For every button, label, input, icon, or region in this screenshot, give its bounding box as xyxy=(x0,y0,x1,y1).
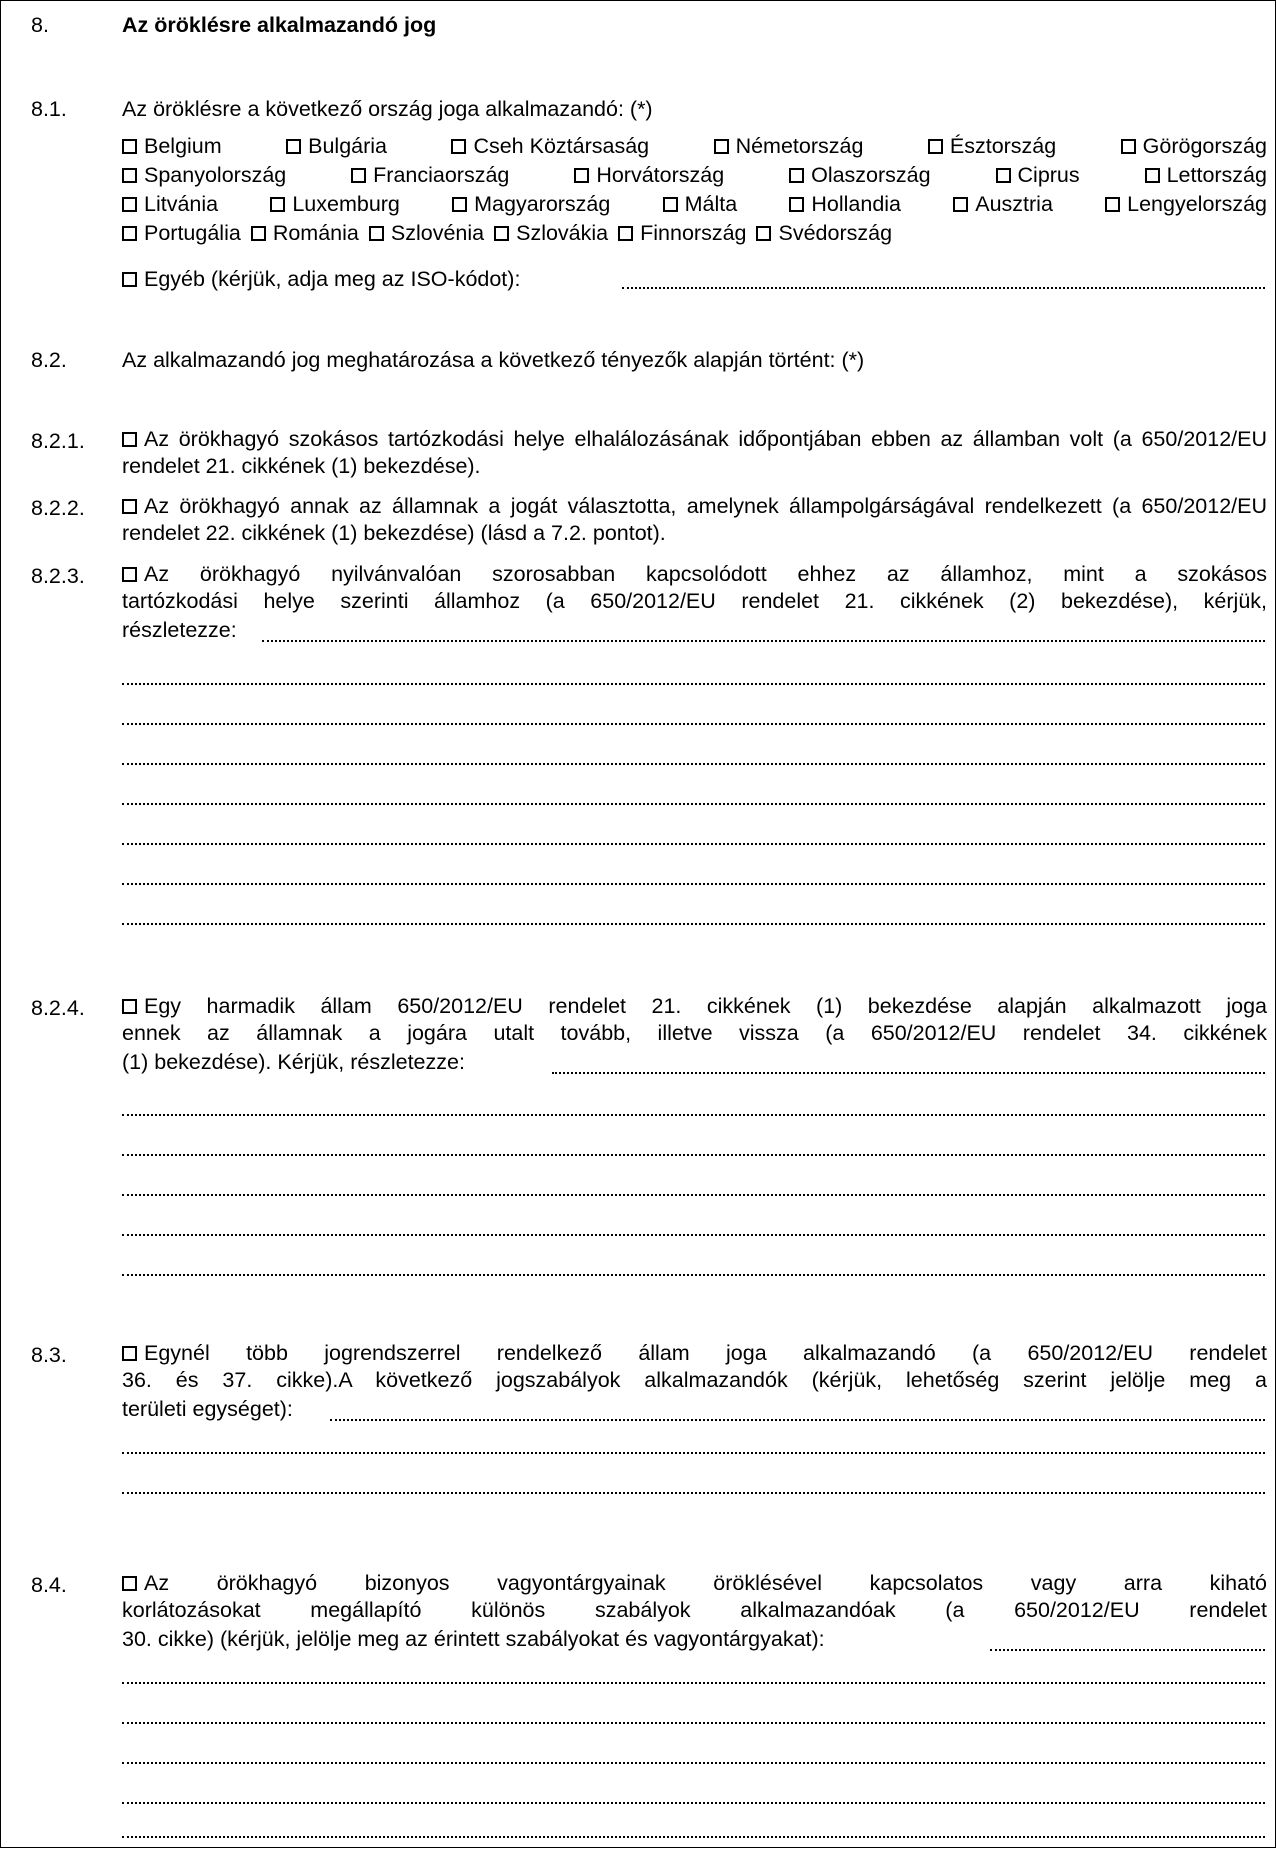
checkbox[interactable] xyxy=(369,226,384,241)
item-8-2-3-line2: tartózkodási helye szerinti államhoz (a 650/2012/EU rendelet 21. cikkének (2) bekezdése), kérjük, xyxy=(122,589,1267,613)
section-title: Az öröklésre alkalmazandó jog xyxy=(122,13,437,37)
checkbox[interactable] xyxy=(756,226,771,241)
item-8-4-number: 8.4. xyxy=(31,1573,67,1597)
country-option[interactable] xyxy=(1121,133,1267,160)
country-label: Észtország xyxy=(949,134,1057,158)
country-option[interactable] xyxy=(452,191,610,218)
item-8-4-option[interactable] xyxy=(122,1570,1267,1597)
item-8-2-2-number: 8.2.2. xyxy=(31,496,85,520)
item-8-2-2-option[interactable] xyxy=(122,493,1267,547)
item-8-2-4-number: 8.2.4. xyxy=(31,996,85,1020)
details-line[interactable] xyxy=(122,1234,1265,1236)
checkbox[interactable] xyxy=(618,226,633,241)
details-field[interactable] xyxy=(552,1054,1265,1074)
country-option[interactable] xyxy=(369,220,484,247)
details-line[interactable] xyxy=(122,883,1265,885)
country-option[interactable] xyxy=(618,220,746,247)
checkbox[interactable] xyxy=(122,226,137,241)
country-label: Szlovénia xyxy=(390,221,485,245)
country-option[interactable] xyxy=(251,220,359,247)
checkbox[interactable] xyxy=(1145,168,1160,183)
details-line[interactable] xyxy=(122,1802,1265,1804)
country-label: Szlovákia xyxy=(516,221,609,245)
country-option[interactable] xyxy=(996,162,1080,189)
country-label: Luxemburg xyxy=(292,192,400,216)
country-option[interactable] xyxy=(286,133,387,160)
country-option[interactable] xyxy=(122,220,241,247)
checkbox[interactable] xyxy=(928,139,943,154)
country-label: Finnország xyxy=(640,221,747,245)
country-option[interactable] xyxy=(451,133,649,160)
country-label: Olaszország xyxy=(811,163,931,187)
item-8-1-number: 8.1. xyxy=(31,97,67,121)
country-label: Belgium xyxy=(144,134,222,158)
territorial-unit-field[interactable] xyxy=(330,1401,1265,1421)
country-label: Bulgária xyxy=(308,134,388,158)
details-field[interactable] xyxy=(262,622,1265,642)
country-option[interactable] xyxy=(663,191,738,218)
item-8-3-line3: területi egységet): xyxy=(122,1397,293,1421)
country-label: Svédország xyxy=(778,221,893,245)
details-line[interactable] xyxy=(122,1762,1265,1764)
item-8-3-line2: 36. és 37. cikke).A következő jogszabályok alkalmazandók (kérjük, lehetőség szerint jelölje meg a xyxy=(122,1368,1267,1392)
checkbox[interactable] xyxy=(270,197,285,212)
checkbox[interactable] xyxy=(122,139,137,154)
checkbox[interactable] xyxy=(251,226,266,241)
country-option[interactable] xyxy=(1105,191,1267,218)
country-label: Horvátország xyxy=(596,163,725,187)
country-label: Lettország xyxy=(1166,163,1267,187)
country-label: Magyarország xyxy=(474,192,611,216)
item-8-2-3-line3: részletezze: xyxy=(122,618,237,642)
item-8-2-number: 8.2. xyxy=(31,348,67,372)
country-label: Ausztria xyxy=(975,192,1053,216)
details-line[interactable] xyxy=(122,1492,1265,1494)
country-label: Görögország xyxy=(1142,134,1267,158)
item-8-2-1-number: 8.2.1. xyxy=(31,429,85,453)
item-8-1-text: Az öröklésre a következő ország joga alkalmazandó: (*) xyxy=(122,97,653,121)
country-row-2 xyxy=(122,162,1267,189)
country-option[interactable] xyxy=(1145,162,1267,189)
country-option[interactable] xyxy=(789,191,901,218)
item-8-2-4-line2: ennek az államnak a jogára utalt tovább, illetve vissza (a 650/2012/EU rendelet 34. cikkének xyxy=(122,1021,1267,1045)
section-number: 8. xyxy=(31,13,49,37)
checkbox[interactable] xyxy=(574,168,589,183)
checkbox[interactable] xyxy=(494,226,509,241)
country-option[interactable] xyxy=(494,220,608,247)
country-option[interactable] xyxy=(714,133,864,160)
country-label: Románia xyxy=(272,221,359,245)
checkbox[interactable] xyxy=(1105,197,1120,212)
country-option[interactable] xyxy=(789,162,931,189)
country-label: Franciaország xyxy=(373,163,510,187)
details-line[interactable] xyxy=(122,1452,1265,1454)
country-option[interactable] xyxy=(122,133,222,160)
details-line[interactable] xyxy=(122,1194,1265,1196)
checkbox[interactable] xyxy=(122,272,137,287)
details-line[interactable] xyxy=(122,1836,1265,1838)
checkbox[interactable] xyxy=(452,197,467,212)
checkbox[interactable] xyxy=(122,432,137,447)
details-line[interactable] xyxy=(122,1114,1265,1116)
checkbox[interactable] xyxy=(953,197,968,212)
details-line[interactable] xyxy=(122,723,1265,725)
details-line[interactable] xyxy=(122,923,1265,925)
details-line[interactable] xyxy=(122,683,1265,685)
details-line[interactable] xyxy=(122,1154,1265,1156)
checkbox[interactable] xyxy=(286,139,301,154)
checkbox[interactable] xyxy=(122,999,137,1014)
country-option[interactable] xyxy=(122,162,286,189)
iso-code-field[interactable] xyxy=(622,269,1265,289)
details-line[interactable] xyxy=(122,763,1265,765)
checkbox[interactable] xyxy=(996,168,1011,183)
details-line[interactable] xyxy=(122,843,1265,845)
item-8-2-1-option[interactable] xyxy=(122,426,1267,480)
checkbox[interactable] xyxy=(789,197,804,212)
country-option[interactable] xyxy=(756,220,892,247)
checkbox[interactable] xyxy=(122,168,137,183)
item-8-2-text: Az alkalmazandó jog meghatározása a következő tényezők alapján történt: (*) xyxy=(122,348,865,372)
country-row-4 xyxy=(122,220,892,247)
item-8-2-4-line3: (1) bekezdése). Kérjük, részletezze: xyxy=(122,1050,465,1074)
country-label: Spanyolország xyxy=(144,163,287,187)
item-8-2-3-option[interactable] xyxy=(122,561,1267,588)
checkbox[interactable] xyxy=(789,168,804,183)
country-label: Ciprus xyxy=(1017,163,1080,187)
country-option[interactable] xyxy=(953,191,1053,218)
country-row-3 xyxy=(122,191,1267,218)
country-row-1 xyxy=(122,133,1267,160)
item-8-2-4-line1: Egy harmadik állam 650/2012/EU rendelet 21. cikkének (1) bekezdése alapján alkalmazott joga xyxy=(144,994,1267,1018)
item-8-3-number: 8.3. xyxy=(31,1343,67,1367)
item-8-3-option[interactable] xyxy=(122,1340,1267,1367)
item-8-2-3-number: 8.2.3. xyxy=(31,564,85,588)
item-8-4-line2: korlátozásokat megállapító különös szabályok alkalmazandóak (a 650/2012/EU rendelet xyxy=(122,1598,1267,1622)
country-label: Litvánia xyxy=(144,192,219,216)
checkbox[interactable] xyxy=(122,197,137,212)
item-8-2-1-text: Az örökhagyó szokásos tartózkodási helye elhalálozásának időpontjában ebben az államban volt (a 650/2012/EU rendelet 21. cikkének (1) bekezdése). xyxy=(122,427,1267,478)
checkbox[interactable] xyxy=(1121,139,1136,154)
country-option[interactable] xyxy=(122,191,218,218)
rules-assets-field[interactable] xyxy=(990,1631,1265,1651)
checkbox[interactable] xyxy=(663,197,678,212)
checkbox[interactable] xyxy=(122,567,137,582)
item-8-4-line3: 30. cikke) (kérjük, jelölje meg az érintett szabályokat és vagyontárgyakat): xyxy=(122,1627,825,1651)
details-line[interactable] xyxy=(122,1722,1265,1724)
other-country-label: Egyéb (kérjük, adja meg az ISO-kódot): xyxy=(144,267,521,291)
item-8-2-3-line1: Az örökhagyó nyilvánvalóan szorosabban kapcsolódott ehhez az államhoz, mint a szokásos xyxy=(144,562,1267,586)
details-line[interactable] xyxy=(122,803,1265,805)
country-label: Lengyelország xyxy=(1127,192,1267,216)
country-label: Cseh Köztársaság xyxy=(473,134,650,158)
checkbox[interactable] xyxy=(451,139,466,154)
country-label: Németország xyxy=(735,134,864,158)
country-label: Portugália xyxy=(144,221,241,245)
item-8-2-4-option[interactable] xyxy=(122,993,1267,1020)
item-8-4-line1: Az örökhagyó bizonyos vagyontárgyainak öröklésével kapcsolatos vagy arra kiható xyxy=(144,1571,1267,1595)
checkbox[interactable] xyxy=(714,139,729,154)
country-option[interactable] xyxy=(270,191,400,218)
item-8-2-2-text: Az örökhagyó annak az államnak a jogát választotta, amelynek állampolgárságával rendelkezett (a 650/2012/EU rendelet 22. cikkének (1) bekezdése) (lásd a 7.2. pontot). xyxy=(122,494,1267,545)
checkbox[interactable] xyxy=(122,1346,137,1361)
details-line[interactable] xyxy=(122,1274,1265,1276)
item-8-3-line1: Egynél több jogrendszerrel rendelkező állam joga alkalmazandó (a 650/2012/EU rendelet xyxy=(144,1341,1267,1365)
checkbox[interactable] xyxy=(351,168,366,183)
country-label: Málta xyxy=(684,192,738,216)
country-label: Hollandia xyxy=(811,192,902,216)
country-option[interactable] xyxy=(928,133,1056,160)
country-option[interactable] xyxy=(574,162,724,189)
details-line[interactable] xyxy=(122,1682,1265,1684)
other-country-option[interactable] xyxy=(122,267,520,291)
country-option[interactable] xyxy=(351,162,509,189)
checkbox[interactable] xyxy=(122,499,137,514)
checkbox[interactable] xyxy=(122,1576,137,1591)
